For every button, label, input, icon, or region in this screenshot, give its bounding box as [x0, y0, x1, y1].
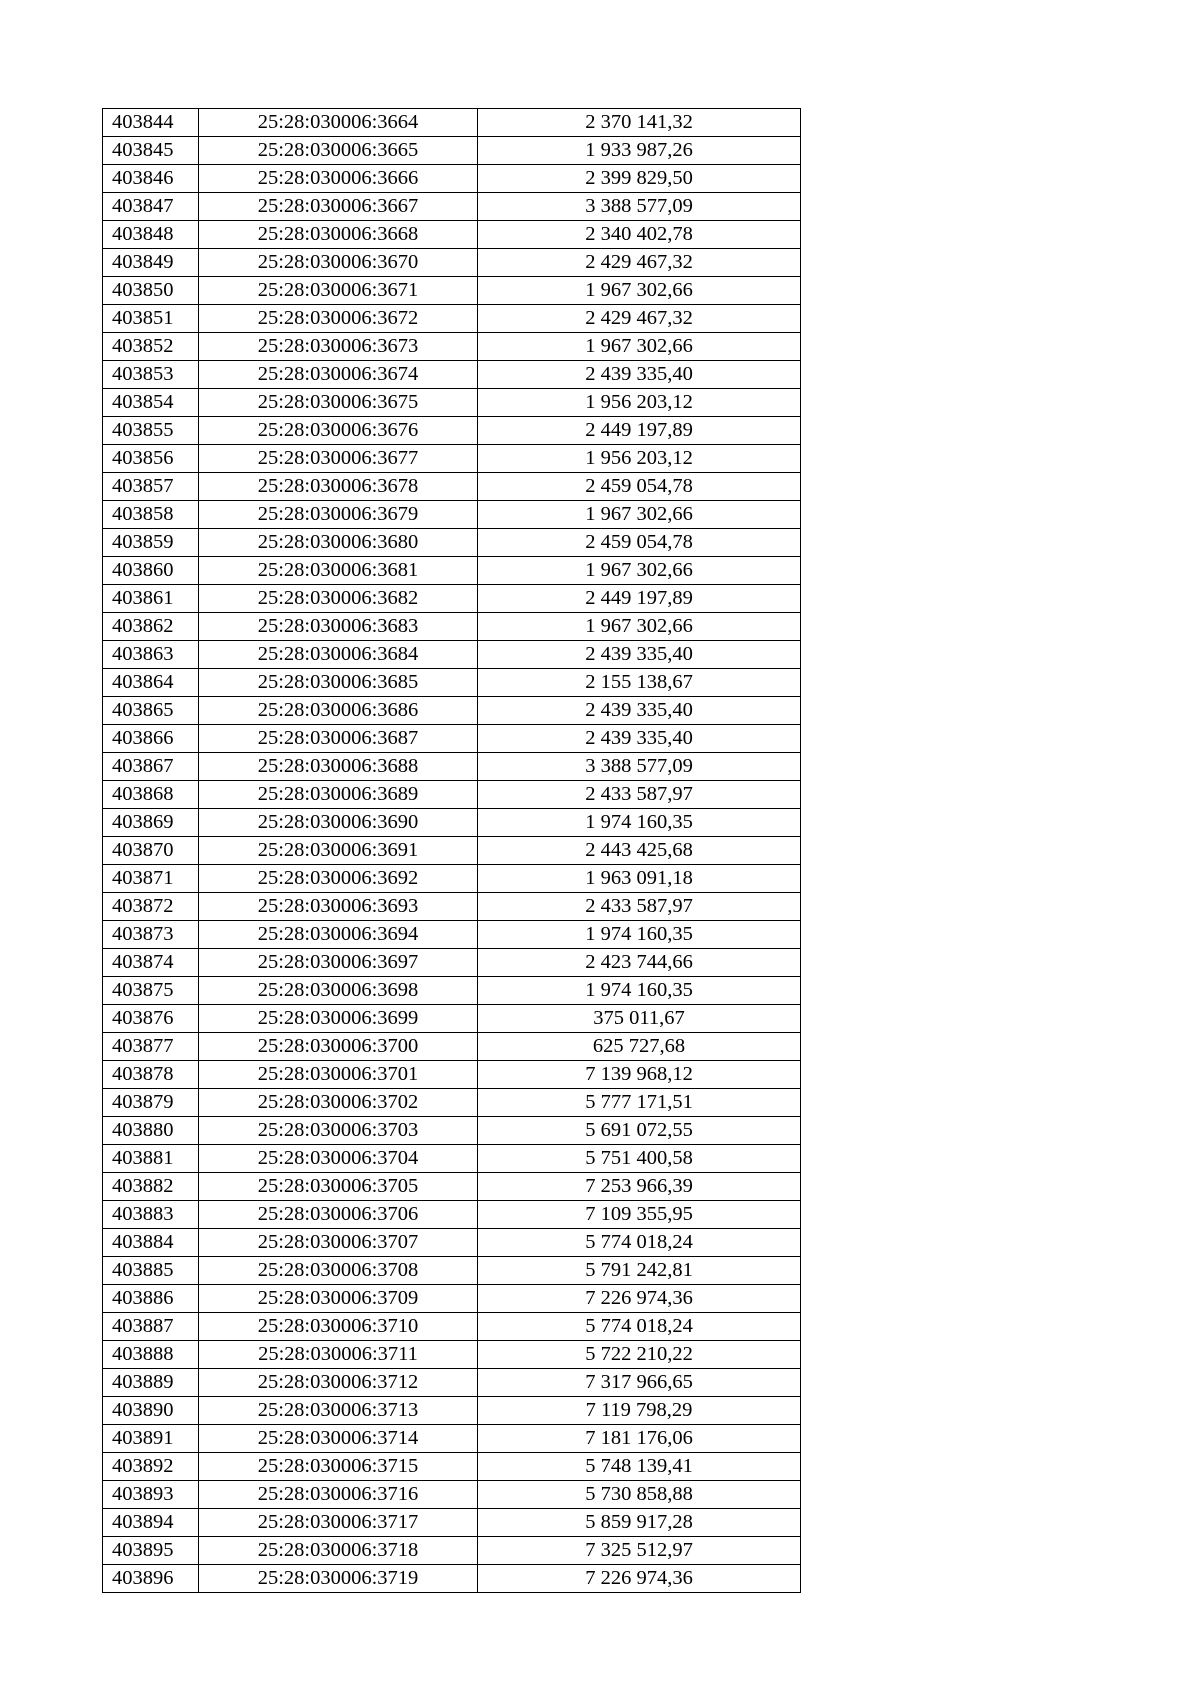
- cadastral-value-cell: 2 439 335,40: [478, 697, 801, 725]
- row-id-cell: 403887: [103, 1313, 199, 1341]
- table-row: [103, 333, 801, 361]
- row-id-cell: 403857: [103, 473, 199, 501]
- cadastral-value-cell: 2 433 587,97: [478, 781, 801, 809]
- cadastral-number-cell: 25:28:030006:3687: [199, 725, 478, 753]
- cadastral-value-cell: 375 011,67: [478, 1005, 801, 1033]
- cadastral-value-cell: 5 722 210,22: [478, 1341, 801, 1369]
- cadastral-value-cell: 7 325 512,97: [478, 1537, 801, 1565]
- row-id-cell: 403871: [103, 865, 199, 893]
- cadastral-number-cell: 25:28:030006:3707: [199, 1229, 478, 1257]
- row-id-cell: 403847: [103, 193, 199, 221]
- cadastral-value-cell: 2 443 425,68: [478, 837, 801, 865]
- cadastral-number-cell: 25:28:030006:3677: [199, 445, 478, 473]
- table-row: [103, 1145, 801, 1173]
- row-id-cell: 403855: [103, 417, 199, 445]
- row-id-cell: 403864: [103, 669, 199, 697]
- row-id-cell: 403878: [103, 1061, 199, 1089]
- cadastral-number-cell: 25:28:030006:3684: [199, 641, 478, 669]
- cadastral-value-cell: 5 859 917,28: [478, 1509, 801, 1537]
- table-row: [103, 1201, 801, 1229]
- cadastral-value-cell: 2 439 335,40: [478, 725, 801, 753]
- table-row: [103, 1453, 801, 1481]
- cadastral-number-cell: 25:28:030006:3679: [199, 501, 478, 529]
- row-id-cell: 403883: [103, 1201, 199, 1229]
- row-id-cell: 403879: [103, 1089, 199, 1117]
- cadastral-number-cell: 25:28:030006:3712: [199, 1369, 478, 1397]
- cadastral-value-cell: 1 933 987,26: [478, 137, 801, 165]
- cadastral-number-cell: 25:28:030006:3700: [199, 1033, 478, 1061]
- table-row: [103, 501, 801, 529]
- cadastral-number-cell: 25:28:030006:3674: [199, 361, 478, 389]
- cadastral-number-cell: 25:28:030006:3686: [199, 697, 478, 725]
- table-row: [103, 977, 801, 1005]
- table-row: [103, 109, 801, 137]
- cadastral-value-cell: 2 340 402,78: [478, 221, 801, 249]
- cadastral-number-cell: 25:28:030006:3666: [199, 165, 478, 193]
- cadastral-number-cell: 25:28:030006:3698: [199, 977, 478, 1005]
- cadastral-value-cell: 7 181 176,06: [478, 1425, 801, 1453]
- row-id-cell: 403874: [103, 949, 199, 977]
- row-id-cell: 403892: [103, 1453, 199, 1481]
- cadastral-value-cell: 2 439 335,40: [478, 361, 801, 389]
- row-id-cell: 403858: [103, 501, 199, 529]
- cadastral-number-cell: 25:28:030006:3711: [199, 1341, 478, 1369]
- table-row: [103, 921, 801, 949]
- row-id-cell: 403885: [103, 1257, 199, 1285]
- cadastral-number-cell: 25:28:030006:3713: [199, 1397, 478, 1425]
- cadastral-value-cell: 625 727,68: [478, 1033, 801, 1061]
- table-row: [103, 1117, 801, 1145]
- row-id-cell: 403866: [103, 725, 199, 753]
- table-row: [103, 1061, 801, 1089]
- table-row: [103, 277, 801, 305]
- table-row: [103, 1173, 801, 1201]
- cadastral-value-cell: 1 967 302,66: [478, 277, 801, 305]
- row-id-cell: 403872: [103, 893, 199, 921]
- table-row: [103, 305, 801, 333]
- table-row: [103, 1537, 801, 1565]
- table-row: [103, 1369, 801, 1397]
- cadastral-value-cell: 2 423 744,66: [478, 949, 801, 977]
- table-row: [103, 557, 801, 585]
- cadastral-number-cell: 25:28:030006:3694: [199, 921, 478, 949]
- cadastral-value-cell: 2 459 054,78: [478, 529, 801, 557]
- row-id-cell: 403856: [103, 445, 199, 473]
- row-id-cell: 403862: [103, 613, 199, 641]
- cadastral-value-cell: 5 777 171,51: [478, 1089, 801, 1117]
- cadastral-number-cell: 25:28:030006:3676: [199, 417, 478, 445]
- table-row: [103, 725, 801, 753]
- cadastral-number-cell: 25:28:030006:3692: [199, 865, 478, 893]
- cadastral-number-cell: 25:28:030006:3705: [199, 1173, 478, 1201]
- table-row: [103, 193, 801, 221]
- table-row: [103, 1285, 801, 1313]
- cadastral-number-cell: 25:28:030006:3671: [199, 277, 478, 305]
- cadastral-number-cell: 25:28:030006:3680: [199, 529, 478, 557]
- table-row: [103, 669, 801, 697]
- row-id-cell: 403880: [103, 1117, 199, 1145]
- row-id-cell: 403888: [103, 1341, 199, 1369]
- cadastral-number-cell: 25:28:030006:3701: [199, 1061, 478, 1089]
- cadastral-number-cell: 25:28:030006:3681: [199, 557, 478, 585]
- table-row: [103, 1481, 801, 1509]
- cadastral-value-cell: 7 317 966,65: [478, 1369, 801, 1397]
- row-id-cell: 403852: [103, 333, 199, 361]
- cadastral-value-cell: 1 974 160,35: [478, 809, 801, 837]
- table-row: [103, 361, 801, 389]
- row-id-cell: 403854: [103, 389, 199, 417]
- table-row: [103, 529, 801, 557]
- table-row: [103, 1565, 801, 1593]
- table-row: [103, 809, 801, 837]
- row-id-cell: 403865: [103, 697, 199, 725]
- cadastral-value-cell: 7 253 966,39: [478, 1173, 801, 1201]
- row-id-cell: 403876: [103, 1005, 199, 1033]
- cadastral-value-cell: 1 967 302,66: [478, 557, 801, 585]
- row-id-cell: 403846: [103, 165, 199, 193]
- cadastral-number-cell: 25:28:030006:3673: [199, 333, 478, 361]
- table-row: [103, 1089, 801, 1117]
- table-row: [103, 137, 801, 165]
- cadastral-number-cell: 25:28:030006:3708: [199, 1257, 478, 1285]
- table-row: [103, 1313, 801, 1341]
- cadastral-value-cell: 7 109 355,95: [478, 1201, 801, 1229]
- row-id-cell: 403845: [103, 137, 199, 165]
- cadastral-value-cell: 5 774 018,24: [478, 1229, 801, 1257]
- table-row: [103, 1341, 801, 1369]
- table-row: [103, 893, 801, 921]
- cadastral-number-cell: 25:28:030006:3682: [199, 585, 478, 613]
- table-row: [103, 641, 801, 669]
- row-id-cell: 403849: [103, 249, 199, 277]
- cadastral-value-cell: 2 155 138,67: [478, 669, 801, 697]
- cadastral-number-cell: 25:28:030006:3709: [199, 1285, 478, 1313]
- cadastral-number-cell: 25:28:030006:3710: [199, 1313, 478, 1341]
- table-row: [103, 1509, 801, 1537]
- table-body: [103, 109, 801, 1593]
- cadastral-value-cell: 2 370 141,32: [478, 109, 801, 137]
- cadastral-value-cell: 7 119 798,29: [478, 1397, 801, 1425]
- cadastral-number-cell: 25:28:030006:3717: [199, 1509, 478, 1537]
- cadastral-number-cell: 25:28:030006:3693: [199, 893, 478, 921]
- row-id-cell: 403859: [103, 529, 199, 557]
- table-row: [103, 445, 801, 473]
- row-id-cell: 403848: [103, 221, 199, 249]
- cadastral-number-cell: 25:28:030006:3675: [199, 389, 478, 417]
- cadastral-number-cell: 25:28:030006:3719: [199, 1565, 478, 1593]
- cadastral-value-cell: 7 226 974,36: [478, 1565, 801, 1593]
- cadastral-number-cell: 25:28:030006:3688: [199, 753, 478, 781]
- table-row: [103, 865, 801, 893]
- row-id-cell: 403863: [103, 641, 199, 669]
- cadastral-number-cell: 25:28:030006:3670: [199, 249, 478, 277]
- cadastral-value-cell: 1 956 203,12: [478, 445, 801, 473]
- cadastral-number-cell: 25:28:030006:3697: [199, 949, 478, 977]
- table-row: [103, 1397, 801, 1425]
- row-id-cell: 403869: [103, 809, 199, 837]
- table-row: [103, 949, 801, 977]
- cadastral-value-cell: 5 791 242,81: [478, 1257, 801, 1285]
- cadastral-number-cell: 25:28:030006:3668: [199, 221, 478, 249]
- cadastral-number-cell: 25:28:030006:3716: [199, 1481, 478, 1509]
- cadastral-value-cell: 2 459 054,78: [478, 473, 801, 501]
- cadastral-number-cell: 25:28:030006:3672: [199, 305, 478, 333]
- table-row: [103, 417, 801, 445]
- row-id-cell: 403884: [103, 1229, 199, 1257]
- table-row: [103, 613, 801, 641]
- cadastral-number-cell: 25:28:030006:3664: [199, 109, 478, 137]
- table-row: [103, 1257, 801, 1285]
- table-row: [103, 221, 801, 249]
- cadastral-value-cell: 3 388 577,09: [478, 193, 801, 221]
- cadastral-value-cell: 1 956 203,12: [478, 389, 801, 417]
- cadastral-number-cell: 25:28:030006:3665: [199, 137, 478, 165]
- cadastral-number-cell: 25:28:030006:3685: [199, 669, 478, 697]
- cadastral-value-cell: 1 963 091,18: [478, 865, 801, 893]
- cadastral-value-cell: 5 751 400,58: [478, 1145, 801, 1173]
- row-id-cell: 403861: [103, 585, 199, 613]
- cadastral-number-cell: 25:28:030006:3715: [199, 1453, 478, 1481]
- cadastral-value-cell: 2 429 467,32: [478, 249, 801, 277]
- cadastral-value-cell: 5 748 139,41: [478, 1453, 801, 1481]
- cadastral-number-cell: 25:28:030006:3703: [199, 1117, 478, 1145]
- cadastral-value-cell: 2 439 335,40: [478, 641, 801, 669]
- cadastral-value-cell: 2 429 467,32: [478, 305, 801, 333]
- table-row: [103, 1005, 801, 1033]
- cadastral-number-cell: 25:28:030006:3667: [199, 193, 478, 221]
- row-id-cell: 403891: [103, 1425, 199, 1453]
- row-id-cell: 403850: [103, 277, 199, 305]
- cadastral-value-cell: 7 139 968,12: [478, 1061, 801, 1089]
- cadastral-value-cell: 3 388 577,09: [478, 753, 801, 781]
- cadastral-value-cell: 2 449 197,89: [478, 585, 801, 613]
- row-id-cell: 403851: [103, 305, 199, 333]
- row-id-cell: 403875: [103, 977, 199, 1005]
- table-row: [103, 389, 801, 417]
- row-id-cell: 403868: [103, 781, 199, 809]
- cadastral-value-table: [102, 108, 801, 1593]
- cadastral-value-cell: 1 967 302,66: [478, 501, 801, 529]
- cadastral-value-cell: 1 974 160,35: [478, 921, 801, 949]
- cadastral-number-cell: 25:28:030006:3718: [199, 1537, 478, 1565]
- cadastral-value-cell: 7 226 974,36: [478, 1285, 801, 1313]
- row-id-cell: 403894: [103, 1509, 199, 1537]
- cadastral-number-cell: 25:28:030006:3678: [199, 473, 478, 501]
- table-row: [103, 1229, 801, 1257]
- cadastral-number-cell: 25:28:030006:3704: [199, 1145, 478, 1173]
- cadastral-value-cell: 1 967 302,66: [478, 613, 801, 641]
- cadastral-number-cell: 25:28:030006:3699: [199, 1005, 478, 1033]
- row-id-cell: 403873: [103, 921, 199, 949]
- row-id-cell: 403881: [103, 1145, 199, 1173]
- cadastral-number-cell: 25:28:030006:3702: [199, 1089, 478, 1117]
- row-id-cell: 403844: [103, 109, 199, 137]
- cadastral-number-cell: 25:28:030006:3690: [199, 809, 478, 837]
- table-row: [103, 753, 801, 781]
- row-id-cell: 403860: [103, 557, 199, 585]
- row-id-cell: 403882: [103, 1173, 199, 1201]
- table-row: [103, 781, 801, 809]
- row-id-cell: 403890: [103, 1397, 199, 1425]
- cadastral-value-cell: 5 691 072,55: [478, 1117, 801, 1145]
- cadastral-number-cell: 25:28:030006:3683: [199, 613, 478, 641]
- row-id-cell: 403889: [103, 1369, 199, 1397]
- table-row: [103, 585, 801, 613]
- table-row: [103, 697, 801, 725]
- table-row: [103, 165, 801, 193]
- table-row: [103, 837, 801, 865]
- cadastral-value-cell: 1 974 160,35: [478, 977, 801, 1005]
- cadastral-value-cell: 1 967 302,66: [478, 333, 801, 361]
- cadastral-value-cell: 2 399 829,50: [478, 165, 801, 193]
- cadastral-value-cell: 5 730 858,88: [478, 1481, 801, 1509]
- cadastral-number-cell: 25:28:030006:3689: [199, 781, 478, 809]
- row-id-cell: 403853: [103, 361, 199, 389]
- row-id-cell: 403896: [103, 1565, 199, 1593]
- row-id-cell: 403893: [103, 1481, 199, 1509]
- cadastral-number-cell: 25:28:030006:3691: [199, 837, 478, 865]
- cadastral-value-cell: 5 774 018,24: [478, 1313, 801, 1341]
- row-id-cell: 403877: [103, 1033, 199, 1061]
- row-id-cell: 403886: [103, 1285, 199, 1313]
- table-row: [103, 1033, 801, 1061]
- row-id-cell: 403867: [103, 753, 199, 781]
- cadastral-value-cell: 2 433 587,97: [478, 893, 801, 921]
- row-id-cell: 403895: [103, 1537, 199, 1565]
- cadastral-value-cell: 2 449 197,89: [478, 417, 801, 445]
- cadastral-number-cell: 25:28:030006:3714: [199, 1425, 478, 1453]
- cadastral-number-cell: 25:28:030006:3706: [199, 1201, 478, 1229]
- table-row: [103, 473, 801, 501]
- table-row: [103, 249, 801, 277]
- row-id-cell: 403870: [103, 837, 199, 865]
- table-row: [103, 1425, 801, 1453]
